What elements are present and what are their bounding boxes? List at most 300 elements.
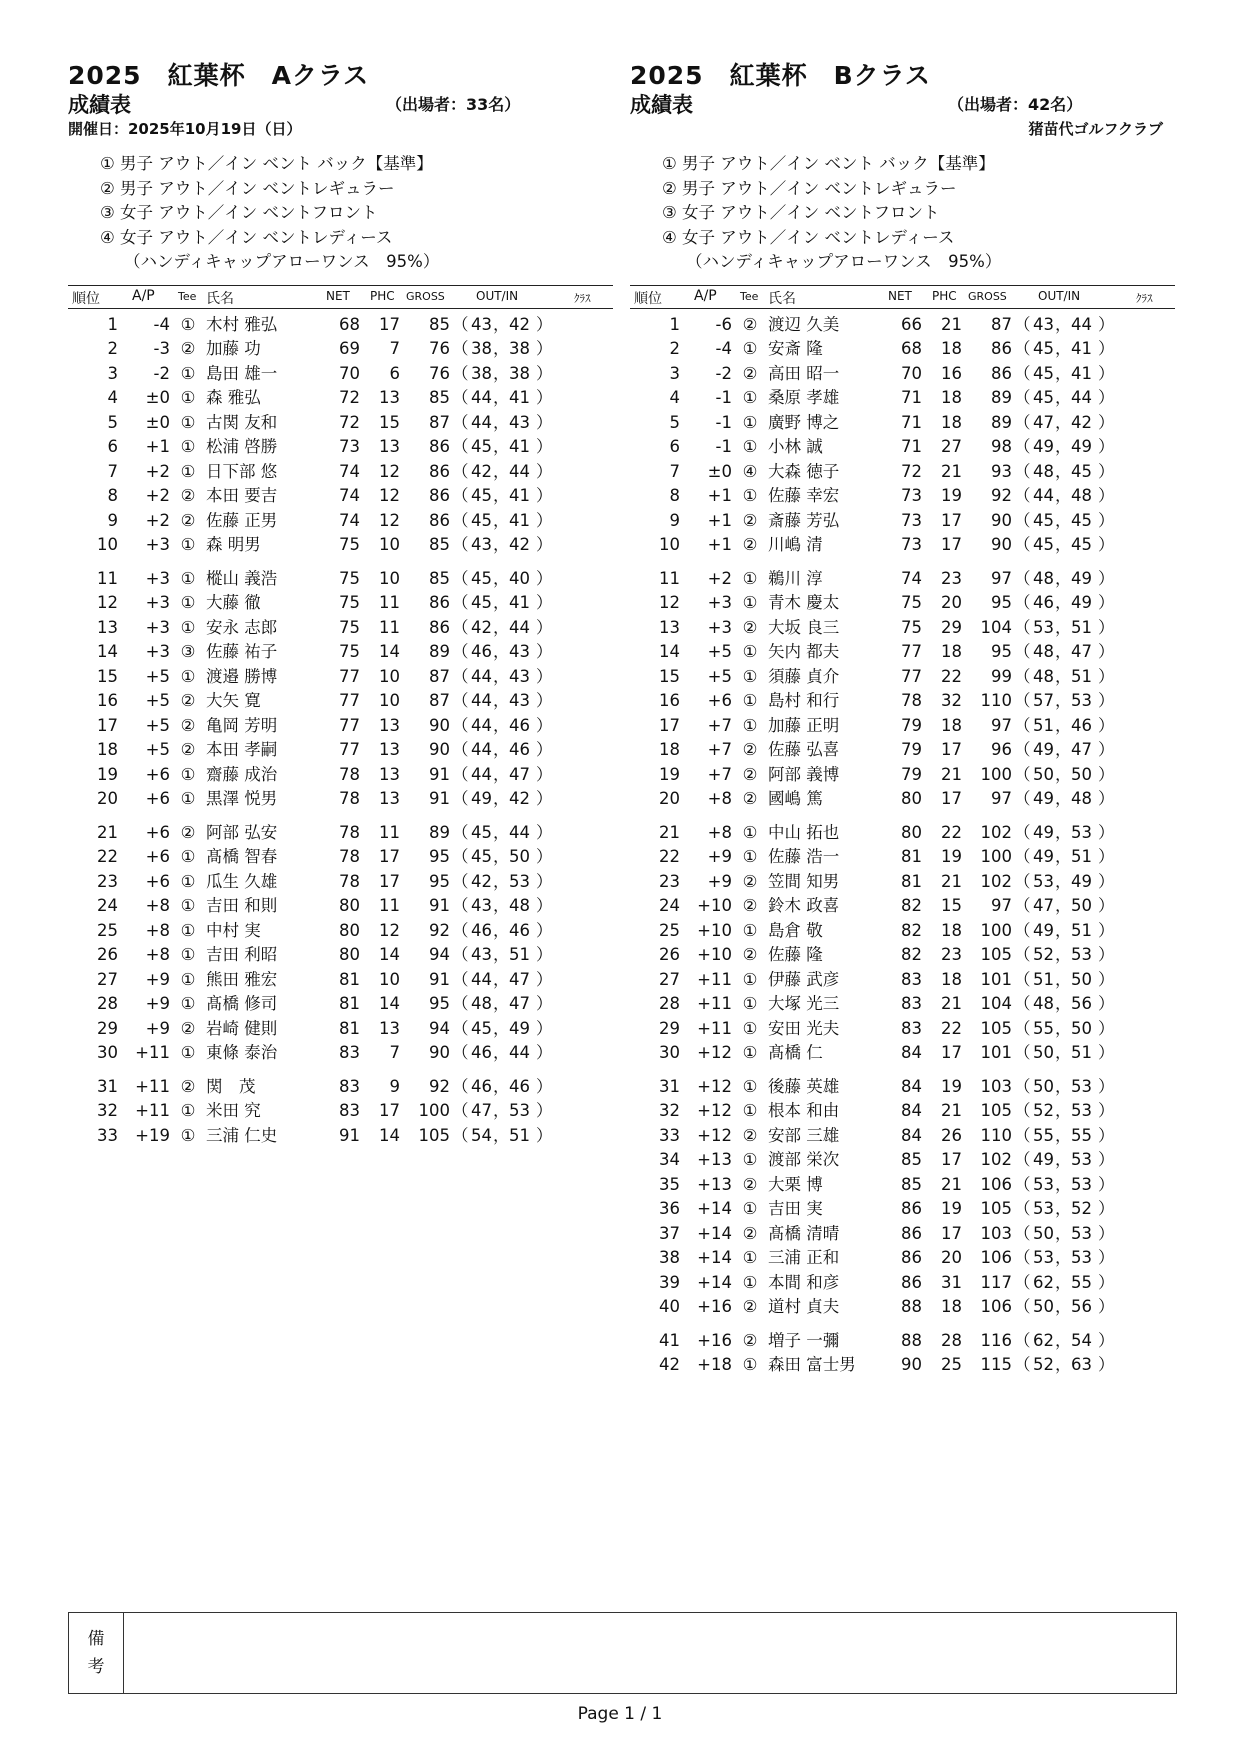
rank: 32: [97, 1101, 118, 1120]
tee-marker: ②: [742, 1174, 758, 1194]
header-rank: 順位: [634, 290, 662, 307]
paren-close: ）: [536, 593, 553, 612]
tee-marker: ②: [180, 486, 196, 505]
class-b-tee-legend: [630, 152, 1175, 275]
result-row: [630, 640, 1175, 665]
playing-handicap: 14: [379, 945, 400, 964]
net-score: 75: [901, 617, 922, 637]
net-score: 80: [901, 822, 922, 842]
result-row: [68, 1099, 613, 1124]
separator: ，: [1055, 1043, 1072, 1062]
separator: ，: [493, 339, 510, 358]
paren-close: ）: [1098, 1223, 1115, 1243]
paren-open: （: [452, 510, 469, 530]
paren-open: （: [1014, 314, 1031, 334]
gross-score: 85: [429, 568, 450, 588]
player-name: 中山 拓也: [768, 822, 840, 842]
tee-marker: ①: [180, 896, 196, 915]
tee-marker: ②: [742, 617, 758, 637]
rank: 23: [659, 871, 680, 891]
playing-handicap: 18: [941, 920, 962, 940]
gross-score: 90: [991, 510, 1012, 530]
in-score: 53: [1071, 1223, 1092, 1243]
net-score: 84: [901, 1076, 922, 1096]
player-name: 大塚 光三: [768, 994, 840, 1013]
adjust-par: +11: [135, 1101, 170, 1120]
tee-marker: ②: [180, 740, 196, 759]
out-score: 46: [471, 1043, 492, 1062]
out-score: 45: [471, 593, 492, 612]
adjust-par: +16: [697, 1297, 732, 1316]
adjust-par: +13: [697, 1174, 732, 1194]
tee-marker: ①: [180, 568, 196, 588]
result-row: [630, 435, 1175, 460]
playing-handicap: 19: [941, 1076, 962, 1096]
adjust-par: +9: [707, 871, 732, 891]
paren-close: ）: [1098, 847, 1115, 866]
paren-open: （: [1014, 666, 1031, 686]
separator: ，: [493, 1101, 510, 1120]
rank: 17: [97, 715, 118, 735]
player-name: 加藤 正明: [768, 715, 840, 735]
header-name: 氏名: [768, 290, 796, 307]
paren-close: ）: [536, 568, 553, 588]
rank: 26: [659, 945, 680, 964]
separator: ，: [1055, 617, 1072, 637]
paren-close: ）: [536, 764, 553, 784]
paren-close: ）: [1098, 1018, 1115, 1038]
net-score: 77: [901, 642, 922, 661]
gross-score: 86: [991, 363, 1012, 383]
rank: 24: [97, 896, 118, 915]
paren-close: ）: [1098, 510, 1115, 530]
adjust-par: +16: [697, 1330, 732, 1350]
net-score: 81: [339, 1018, 360, 1038]
header-class: ｸﾗｽ: [1136, 291, 1153, 305]
player-name: 大矢 寛: [206, 691, 261, 710]
result-row: [68, 616, 613, 641]
adjust-par: -6: [715, 314, 732, 334]
net-score: 86: [901, 1248, 922, 1267]
net-score: 73: [339, 437, 360, 456]
separator: ，: [493, 847, 510, 866]
result-row: [630, 714, 1175, 739]
separator: ，: [1055, 896, 1072, 915]
in-score: 46: [509, 1076, 530, 1096]
result-row: [630, 1271, 1175, 1296]
paren-open: （: [1014, 1297, 1031, 1316]
separator: ，: [493, 789, 510, 808]
net-score: 80: [901, 789, 922, 808]
out-score: 48: [471, 994, 492, 1013]
rank: 21: [97, 822, 118, 842]
out-score: 49: [1033, 822, 1054, 842]
result-row: [68, 509, 613, 534]
out-score: 43: [471, 945, 492, 964]
gross-score: 86: [991, 339, 1012, 358]
gross-score: 105: [418, 1125, 450, 1145]
paren-close: ）: [536, 486, 553, 505]
paren-open: （: [1014, 1223, 1031, 1243]
paren-close: ）: [536, 789, 553, 808]
paren-close: ）: [536, 822, 553, 842]
result-row: [68, 992, 613, 1017]
tee-legend-item: ④ 女子 アウト／イン ベントレディース: [100, 227, 393, 247]
adjust-par: -1: [715, 437, 732, 456]
separator: ，: [1055, 642, 1072, 661]
event-date: 開催日：2025年10月19日（日）: [68, 120, 302, 138]
tee-marker: ②: [742, 789, 758, 808]
in-score: 42: [509, 789, 530, 808]
gross-score: 104: [980, 617, 1012, 637]
net-score: 84: [901, 1043, 922, 1062]
paren-close: ）: [536, 388, 553, 407]
tee-marker: ①: [742, 1018, 758, 1038]
result-row: [630, 460, 1175, 485]
net-score: 73: [901, 486, 922, 505]
player-name: 佐藤 幸宏: [768, 486, 840, 505]
rank: 18: [659, 740, 680, 759]
rank: 23: [97, 871, 118, 891]
paren-open: （: [1014, 363, 1031, 383]
separator: ，: [493, 617, 510, 637]
result-row: [630, 919, 1175, 944]
gross-score: 92: [429, 920, 450, 940]
player-name: 大栗 博: [768, 1174, 823, 1194]
paren-open: （: [1014, 1101, 1031, 1120]
rank: 39: [659, 1272, 680, 1292]
tee-marker: ①: [180, 461, 196, 481]
paren-close: ）: [536, 740, 553, 759]
net-score: 75: [339, 568, 360, 588]
tee-marker: ①: [180, 945, 196, 964]
adjust-par: +8: [145, 896, 170, 915]
adjust-par: +2: [145, 461, 170, 481]
playing-handicap: 14: [379, 994, 400, 1013]
paren-close: ）: [1098, 1101, 1115, 1120]
tee-marker: ②: [180, 1018, 196, 1038]
tee-marker: ①: [742, 969, 758, 989]
player-name: 廣野 博之: [768, 412, 840, 432]
adjust-par: +12: [697, 1043, 732, 1062]
rank: 26: [97, 945, 118, 964]
player-name: 青木 慶太: [768, 593, 840, 612]
gross-score: 87: [429, 691, 450, 710]
paren-close: ）: [536, 339, 553, 358]
playing-handicap: 17: [379, 1101, 400, 1120]
class-a-participant-count: （出場者：33名）: [386, 95, 521, 114]
rank: 31: [659, 1076, 680, 1096]
out-score: 45: [1033, 363, 1054, 383]
paren-close: ）: [1098, 764, 1115, 784]
playing-handicap: 17: [379, 847, 400, 866]
net-score: 80: [339, 896, 360, 915]
out-score: 45: [1033, 388, 1054, 407]
paren-close: ）: [536, 535, 553, 554]
playing-handicap: 14: [379, 1125, 400, 1145]
playing-handicap: 14: [379, 642, 400, 661]
net-score: 70: [901, 363, 922, 383]
player-name: 東條 泰治: [206, 1043, 278, 1062]
in-score: 48: [509, 896, 530, 915]
player-name: 本田 要吉: [206, 486, 278, 505]
gross-score: 86: [429, 617, 450, 637]
tee-marker: ①: [180, 871, 196, 891]
playing-handicap: 31: [941, 1272, 962, 1292]
playing-handicap: 12: [379, 920, 400, 940]
adjust-par: +11: [697, 994, 732, 1013]
paren-open: （: [1014, 461, 1031, 481]
separator: ，: [493, 691, 510, 710]
player-name: 本間 和彦: [768, 1272, 840, 1292]
tee-marker: ②: [742, 945, 758, 964]
separator: ，: [493, 764, 510, 784]
gross-score: 106: [980, 1174, 1012, 1194]
net-score: 86: [901, 1272, 922, 1292]
separator: ，: [1055, 994, 1072, 1013]
player-name: 大森 徳子: [768, 461, 840, 481]
adjust-par: +13: [697, 1150, 732, 1169]
separator: ，: [1055, 1330, 1072, 1350]
out-score: 57: [1033, 691, 1054, 710]
net-score: 75: [339, 617, 360, 637]
result-row: [68, 1017, 613, 1042]
in-score: 50: [1071, 1018, 1092, 1038]
paren-close: ）: [536, 1043, 553, 1062]
gross-score: 97: [991, 715, 1012, 735]
paren-open: （: [1014, 1174, 1031, 1194]
out-score: 62: [1033, 1330, 1054, 1350]
net-score: 79: [901, 715, 922, 735]
player-name: 小林 誠: [768, 437, 823, 456]
gross-score: 105: [980, 1018, 1012, 1038]
tee-marker: ②: [180, 822, 196, 842]
separator: ，: [1055, 535, 1072, 554]
adjust-par: +1: [707, 486, 732, 505]
playing-handicap: 21: [941, 461, 962, 481]
paren-close: ）: [1098, 412, 1115, 432]
net-score: 74: [339, 486, 360, 505]
tee-marker: ②: [180, 339, 196, 358]
tee-marker: ①: [180, 764, 196, 784]
in-score: 38: [509, 363, 530, 383]
out-score: 54: [471, 1125, 492, 1145]
paren-close: ）: [536, 1018, 553, 1038]
separator: ，: [1055, 969, 1072, 989]
playing-handicap: 18: [941, 339, 962, 358]
out-score: 50: [1033, 1076, 1054, 1096]
net-score: 66: [901, 314, 922, 334]
in-score: 41: [509, 486, 530, 505]
paren-open: （: [452, 593, 469, 612]
paren-open: （: [1014, 1248, 1031, 1267]
out-score: 44: [471, 388, 492, 407]
tee-marker: ②: [180, 510, 196, 530]
paren-open: （: [452, 666, 469, 686]
tee-marker: ①: [180, 363, 196, 383]
net-score: 81: [339, 994, 360, 1013]
in-score: 51: [1071, 666, 1092, 686]
gross-score: 116: [980, 1330, 1012, 1350]
paren-open: （: [1014, 1125, 1031, 1145]
paren-close: ）: [1098, 617, 1115, 637]
result-row: [630, 386, 1175, 411]
player-name: 川嶋 清: [768, 535, 823, 554]
separator: ，: [493, 461, 510, 481]
net-score: 74: [901, 568, 922, 588]
playing-handicap: 9: [389, 1076, 400, 1096]
result-row: [630, 1124, 1175, 1149]
paren-close: ）: [1098, 969, 1115, 989]
in-score: 51: [1071, 1043, 1092, 1062]
separator: ，: [1055, 871, 1072, 891]
paren-close: ）: [536, 994, 553, 1013]
player-name: 関 茂: [206, 1076, 256, 1096]
paren-open: （: [1014, 896, 1031, 915]
in-score: 47: [509, 764, 530, 784]
paren-close: ）: [536, 617, 553, 637]
player-name: 吉田 利昭: [206, 945, 278, 964]
playing-handicap: 23: [941, 568, 962, 588]
result-row: [68, 787, 613, 812]
paren-open: （: [1014, 1272, 1031, 1292]
adjust-par: +6: [145, 847, 170, 866]
tee-marker: ②: [742, 896, 758, 915]
adjust-par: +2: [707, 568, 732, 588]
gross-score: 89: [991, 388, 1012, 407]
out-score: 45: [471, 568, 492, 588]
result-row: [630, 313, 1175, 338]
playing-handicap: 11: [379, 617, 400, 637]
result-row: [68, 1075, 613, 1100]
paren-close: ）: [1098, 535, 1115, 554]
adjust-par: +6: [145, 789, 170, 808]
player-name: 松浦 啓勝: [206, 437, 278, 456]
rank: 12: [97, 593, 118, 612]
player-name: 大藤 徹: [206, 593, 261, 612]
result-row: [630, 509, 1175, 534]
gross-score: 115: [980, 1355, 1012, 1374]
paren-close: ）: [1098, 1150, 1115, 1169]
out-score: 48: [1033, 642, 1054, 661]
result-row: [630, 1329, 1175, 1354]
separator: ，: [493, 715, 510, 735]
separator: ，: [493, 969, 510, 989]
paren-close: ）: [1098, 1355, 1115, 1374]
paren-close: ）: [1098, 437, 1115, 456]
playing-handicap: 15: [941, 896, 962, 915]
result-row: [68, 386, 613, 411]
gross-score: 103: [980, 1223, 1012, 1243]
rank: 25: [659, 920, 680, 940]
rank: 12: [659, 593, 680, 612]
rank: 5: [107, 412, 118, 432]
player-name: 三浦 正和: [768, 1248, 840, 1267]
adjust-par: ±0: [707, 461, 732, 481]
net-score: 74: [339, 510, 360, 530]
paren-close: ）: [1098, 691, 1115, 710]
header-class: ｸﾗｽ: [574, 291, 591, 305]
separator: ，: [1055, 1125, 1072, 1145]
player-name: 高田 昭一: [768, 363, 840, 383]
gross-score: 95: [991, 593, 1012, 612]
player-name: 斎藤 芳弘: [768, 510, 840, 530]
tee-marker: ①: [742, 412, 758, 432]
in-score: 45: [1071, 510, 1092, 530]
tee-marker: ①: [742, 1150, 758, 1169]
adjust-par: +14: [697, 1248, 732, 1267]
gross-score: 76: [429, 339, 450, 358]
out-score: 49: [1033, 1150, 1054, 1169]
result-row: [68, 533, 613, 558]
tee-marker: ②: [742, 1330, 758, 1350]
tee-marker: ④: [742, 461, 758, 481]
separator: ，: [1055, 388, 1072, 407]
playing-handicap: 12: [379, 510, 400, 530]
in-score: 41: [1071, 363, 1092, 383]
gross-score: 93: [991, 461, 1012, 481]
paren-open: （: [1014, 715, 1031, 735]
separator: ，: [1055, 1248, 1072, 1267]
separator: ，: [1055, 1199, 1072, 1218]
result-row: [630, 337, 1175, 362]
result-row: [630, 894, 1175, 919]
separator: ，: [493, 593, 510, 612]
net-score: 74: [339, 461, 360, 481]
paren-close: ）: [536, 896, 553, 915]
out-score: 50: [1033, 1297, 1054, 1316]
gross-score: 100: [980, 847, 1012, 866]
separator: ，: [493, 896, 510, 915]
out-score: 49: [1033, 847, 1054, 866]
result-row: [630, 665, 1175, 690]
class-a-panel: [68, 60, 613, 1148]
paren-close: ）: [1098, 822, 1115, 842]
player-name: 森田 富士男: [768, 1355, 856, 1374]
gross-score: 87: [429, 412, 450, 432]
header-rank: 順位: [72, 290, 100, 307]
playing-handicap: 17: [941, 789, 962, 808]
out-score: 55: [1033, 1125, 1054, 1145]
paren-close: ）: [1098, 1297, 1115, 1316]
in-score: 50: [1071, 896, 1092, 915]
gross-score: 102: [980, 1150, 1012, 1169]
result-row: [68, 362, 613, 387]
tee-marker: ①: [742, 339, 758, 358]
gross-score: 98: [991, 437, 1012, 456]
separator: ，: [493, 1018, 510, 1038]
paren-open: （: [1014, 593, 1031, 612]
gross-score: 103: [980, 1076, 1012, 1096]
paren-open: （: [1014, 920, 1031, 940]
rank: 4: [669, 388, 680, 407]
paren-open: （: [1014, 1355, 1031, 1374]
out-score: 42: [471, 461, 492, 481]
net-score: 81: [339, 969, 360, 989]
net-score: 82: [901, 896, 922, 915]
adjust-par: +1: [145, 437, 170, 456]
gross-score: 87: [991, 314, 1012, 334]
player-name: 吉田 実: [768, 1199, 823, 1218]
in-score: 46: [509, 740, 530, 759]
separator: ，: [1055, 339, 1072, 358]
playing-handicap: 22: [941, 666, 962, 686]
out-score: 46: [471, 1076, 492, 1096]
out-score: 43: [471, 314, 492, 334]
result-row: [68, 460, 613, 485]
tee-marker: ①: [742, 1272, 758, 1292]
separator: ，: [493, 945, 510, 964]
